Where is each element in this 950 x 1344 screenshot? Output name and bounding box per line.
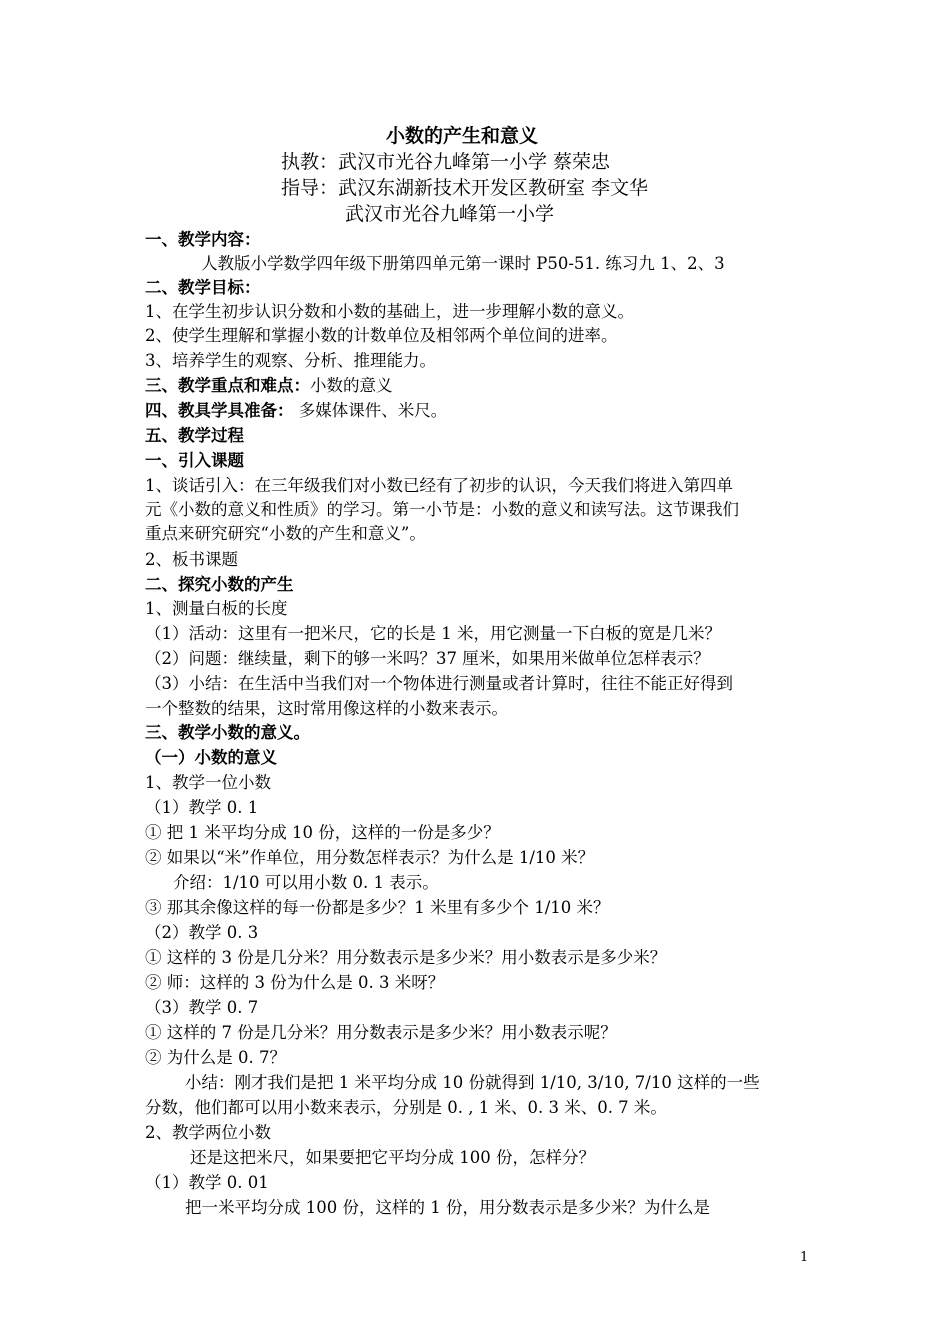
section-heading: 三、教学重点和难点： <box>145 376 310 395</box>
paragraph-line: 还是这把米尺，如果要把它平均分成 100 份，怎样分？ <box>190 1148 595 1167</box>
list-item: 3、培养学生的观察、分析、推理能力。 <box>145 351 436 370</box>
paragraph-line: ② 师：这样的 3 份为什么是 0. 3 米呀？ <box>145 973 445 992</box>
paragraph-line: ① 把 1 米平均分成 10 份，这样的一份是多少？ <box>145 823 500 842</box>
guide-line-2: 武汉市光谷九峰第一小学 <box>345 203 555 225</box>
list-item: 1、在学生初步认识分数和小数的基础上，进一步理解小数的意义。 <box>145 302 634 321</box>
list-item: 2、使学生理解和掌握小数的计数单位及相邻两个单位间的进率。 <box>145 326 618 345</box>
paragraph-line: 介绍：1/10 可以用小数 0. 1 表示。 <box>173 873 439 892</box>
section-text: 小数的意义 <box>310 376 393 395</box>
paragraph-line: 1、谈话引入：在三年级我们对小数已经有了初步的认识，今天我们将进入第四单 <box>145 476 733 495</box>
page-number: 1 <box>800 1250 809 1265</box>
paragraph-line: 2、教学两位小数 <box>145 1123 271 1142</box>
section-text: 多媒体课件、米尺。 <box>293 401 448 420</box>
paragraph-line: 重点来研究研究“小数的产生和意义”。 <box>145 524 426 543</box>
section-line <box>145 374 393 398</box>
paragraph-line: ① 这样的 3 份是几分米？用分数表示是多少米？用小数表示是多少米？ <box>145 948 667 967</box>
paragraph-line: （3）教学 0. 7 <box>145 998 259 1017</box>
paragraph-line: 1、教学一位小数 <box>145 773 271 792</box>
paragraph-line: （3）小结：在生活中当我们对一个物体进行测量或者计算时，往往不能正好得到 <box>145 674 733 693</box>
paragraph: 人教版小学数学四年级下册第四单元第一课时 P50-51. 练习九 1、2、3 <box>201 254 725 273</box>
guide-line: 指导：武汉东湖新技术开发区教研室 李文华 <box>281 177 649 199</box>
paragraph-line: 小结：刚才我们是把 1 米平均分成 10 份就得到 1/10, 3/10, 7/10 这样的一些 <box>185 1073 760 1092</box>
section-heading: 一、引入课题 <box>145 451 244 470</box>
paragraph-line: 元《小数的意义和性质》的学习。第一小节是：小数的意义和读写法。这节课我们 <box>145 500 739 519</box>
paragraph-line: 一个整数的结果，这时常用像这样的小数来表示。 <box>145 699 508 718</box>
section-heading: 二、探究小数的产生 <box>145 575 294 594</box>
document-title: 小数的产生和意义 <box>386 125 539 147</box>
section-heading: 二、教学目标： <box>145 278 261 297</box>
section-heading: 五、教学过程 <box>145 426 244 445</box>
subsection-heading: （一）小数的意义 <box>145 748 277 767</box>
paragraph-line: 1、测量白板的长度 <box>145 599 288 618</box>
teacher-line: 执教：武汉市光谷九峰第一小学 蔡荣忠 <box>281 151 611 173</box>
paragraph-line: （1）教学 0. 01 <box>145 1173 269 1192</box>
paragraph-line: 把一米平均分成 100 份，这样的 1 份，用分数表示是多少米？为什么是 <box>185 1198 710 1217</box>
section-heading: 三、教学小数的意义。 <box>145 723 310 742</box>
paragraph-line: 2、板书课题 <box>145 550 238 569</box>
paragraph-line: （2）教学 0. 3 <box>145 923 259 942</box>
paragraph-line: （1）活动：这里有一把米尺，它的长是 1 米，用它测量一下白板的宽是几米？ <box>145 624 721 643</box>
paragraph-line: ② 为什么是 0. 7？ <box>145 1048 286 1067</box>
section-heading: 四、教具学具准备： <box>145 401 294 420</box>
paragraph-line: ③ 那其余像这样的每一份都是多少？1 米里有多少个 1/10 米？ <box>145 898 610 917</box>
section-heading: 一、教学内容： <box>145 230 261 249</box>
paragraph-line: ① 这样的 7 份是几分米？用分数表示是多少米？用小数表示呢？ <box>145 1023 617 1042</box>
paragraph-line: ② 如果以“米”作单位，用分数怎样表示？为什么是 1/10 米？ <box>145 848 595 867</box>
paragraph-line: 分数，他们都可以用小数来表示，分别是 0. , 1 米、0. 3 米、0. 7 米。 <box>145 1098 667 1117</box>
section-line <box>145 399 447 423</box>
paragraph-line: （1）教学 0. 1 <box>145 798 259 817</box>
paragraph-line: （2）问题：继续量，剩下的够一米吗？37 厘米，如果用米做单位怎样表示？ <box>145 649 710 668</box>
